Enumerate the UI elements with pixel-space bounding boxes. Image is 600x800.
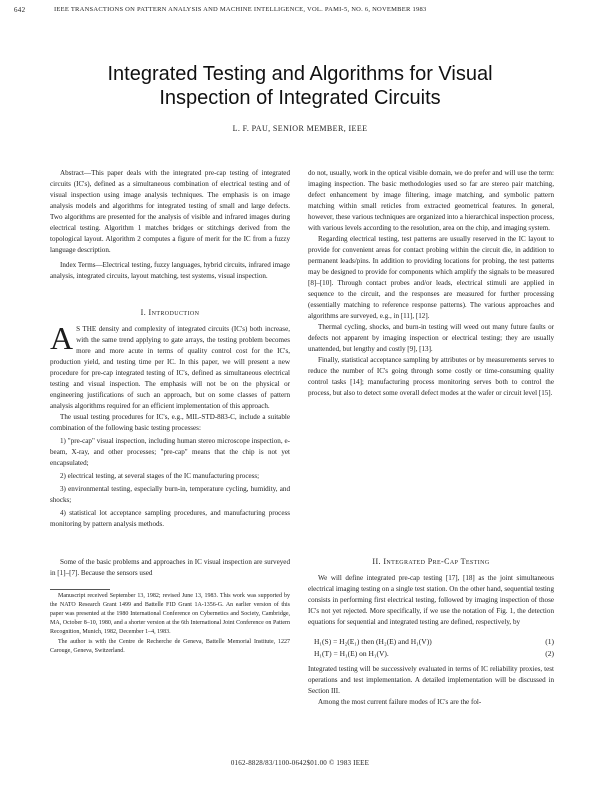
page-number: 642 bbox=[14, 6, 26, 14]
drop-cap: A bbox=[50, 320, 74, 356]
introduction bbox=[50, 320, 290, 434]
paper-title bbox=[0, 62, 600, 110]
right-paragraph-2: Regarding electrical testing, test patterns are usually reserved in the IC layout to provide for convenient areas for contact probing within the circuit die, in addition to permanent leads/pins. In addition to providing locations for probing, the test patterns may be designed to provide for components which amplify the signals to be measured [8]–[10]. Through contact probes and/or leads, electrical stimuli are applied in sequence to the circuit, and the responses are measured for further processing (essentially matching to reference response patterns). The various approaches and algorithms are surveyed, e.g., in [11], [12]. bbox=[308, 235, 554, 320]
index-terms bbox=[50, 260, 290, 282]
section-2-paragraph-2: Integrated testing will be successively evaluated in terms of IC reliability proxies, test operations and test implementation. A detailed implementation will be discussed in Section III. bbox=[308, 665, 554, 695]
section-heading-introduction: I. Introduction bbox=[140, 308, 200, 317]
list-item: 4) statistical lot acceptance sampling procedures, and manufacturing process monitoring by pattern analysis methods. bbox=[50, 509, 290, 528]
intro-paragraph-2: The usual testing procedures for IC's, e.g., MIL-STD-883-C, include a suitable combination of the following basic testing processes: bbox=[50, 413, 290, 432]
right-paragraph-1: do not, usually, work in the optical visible domain, we do prefer and will use the term: imaging inspection. The basic methodologies used so far are stereo pair matching, defect enhancement by image filtering, image matching, and symbolic pattern matching within small reticles from extracted geometrical features. In general, however, these various techniques are organized into a hierarchical inspection process, with various levels according to the resolution, area on the chip, and imaging system. bbox=[308, 169, 554, 232]
title-line-2: Inspection of Integrated Circuits bbox=[159, 87, 441, 109]
abstract-text: Abstract—This paper deals with the integrated pre-cap testing of integrated circuits (IC's), defined as a simultaneous combination of electrical testing and of visual inspection using image analysis techniques. The emphasis is on image analysis models and algorithms for integrated testing of small and large defects. Two algorithms are presented for the analysis of visible and infrared images during electrical testing. Algorithm 1 matches bridges or stitchings derived from the topological layout. Algorithm 2 computes a figure of merit for the IC from a fuzzy language description. bbox=[50, 169, 290, 254]
copyright-line: 0162-8828/83/1100-0642$01.00 © 1983 IEEE bbox=[230, 759, 370, 767]
intro-paragraph-1 bbox=[50, 320, 290, 412]
testing-process-list bbox=[50, 436, 290, 532]
right-column-body bbox=[308, 168, 554, 399]
equation-2-text: H₁(T) = H₁(E) on H₁(V). bbox=[314, 649, 389, 658]
author-line: L. F. PAU, SENIOR MEMBER, IEEE bbox=[232, 124, 368, 133]
section-2-paragraph-1: We will define integrated pre-cap testing [17], [18] as the joint simultaneous electrical imaging testing on a single test station. On the other hand, sequential testing consists in performing first electrical testing, followed by imaging inspection of those IC's not yet rejected. More specifically, if we use the notation of Fig. 1, the detection equations for sequential and integrated testing are defined, respectively, by bbox=[308, 574, 554, 626]
right-paragraph-3: Thermal cycling, shocks, and burn-in testing will weed out many future faults or defects not apparent by imaging inspection or electrical testing; they are usually unattended, but lengthy and costly [9], [13]. bbox=[308, 323, 554, 353]
footnotes bbox=[50, 592, 290, 657]
running-title: IEEE TRANSACTIONS ON PATTERN ANALYSIS AND MACHINE INTELLIGENCE, VOL. PAMI-5, NO. 6, NOVEMBER 1983 bbox=[54, 6, 427, 13]
footnote: The author is with the Centre de Recherche de Geneva, Battelle Memorial Institute, 1227 Carouge, Geneva, Switzerland. bbox=[50, 639, 290, 654]
list-item: 1) "pre-cap" visual inspection, including human stereo microscope inspection, e-beam, X-ray, and other processes; "pre-cap" means that the chip is not yet encapsulated; bbox=[50, 437, 290, 467]
section-2-continuation bbox=[308, 664, 554, 708]
footnote: Manuscript received September 13, 1982; revised June 13, 1983. This work was supported by the NATO Research Grant 1499 and Battelle FID Grant 1A-1356-G. An earlier version of this paper was presented at the 1980 International Conference on Cybernetics and Society, Cambridge, MA, October 8–10, 1980, and a shorter version at the 6th International Joint Conference on Pattern Recognition, Munich, 1982, December 1–4, 1983. bbox=[50, 593, 290, 635]
list-item: 3) environmental testing, especially burn-in, temperature cycling, humidity, and shocks; bbox=[50, 485, 290, 504]
left-column-closing bbox=[50, 557, 290, 579]
list-item: 2) electrical testing, at several stages of the IC manufacturing process; bbox=[60, 472, 260, 480]
index-terms-text: Index Terms—Electrical testing, fuzzy languages, hybrid circuits, infrared image analysis, integrated circuits, layout matching, test systems, visual inspection. bbox=[50, 261, 290, 280]
equation-1-text: H₁(S) = H₂(E₁) then (H₂(E) and H₁(V)) bbox=[314, 637, 432, 646]
intro-paragraph-1-text: S THE density and complexity of integrated circuits (IC's) both increase, with the same trend applying to gate arrays, the testing problem becomes more and more acute in terms of quality control cost for the IC's, production yield, and testing time per IC. In this paper, we will present a new procedure for pre-cap integrated testing of IC's, defined as simultaneous electrical testing and visual inspection. The emphasis will not be on the physical or engineering justifications of such an approach, but on some classes of pattern analysis algorithms required for an efficient implementation of this approach. bbox=[50, 325, 290, 410]
left-column-closing-text: Some of the basic problems and approaches in IC visual inspection are surveyed in [1]–[7]. Because the sensors used bbox=[50, 558, 290, 577]
abstract bbox=[50, 168, 290, 256]
right-paragraph-4: Finally, statistical acceptance sampling by attributes or by measurements serves to reduce the number of IC's going through some costly or time-consuming quality control tasks [14]; manufacturing process monitoring serves both to control the process, but also to detect some overall defect modes at the wafer or circuit level [15]. bbox=[308, 356, 554, 397]
section-2-body bbox=[308, 573, 554, 628]
section-heading-integrated-pre-cap-testing: II. Integrated Pre-Cap Testing bbox=[372, 557, 490, 566]
section-2-paragraph-3: Among the most current failure modes of IC's are the fol- bbox=[318, 698, 482, 706]
page-header bbox=[14, 6, 586, 20]
title-line-1: Integrated Testing and Algorithms for Visual bbox=[107, 63, 493, 85]
equation-2-number: (2) bbox=[545, 649, 554, 658]
equation-1-number: (1) bbox=[545, 637, 554, 646]
footnote-rule bbox=[50, 589, 110, 590]
